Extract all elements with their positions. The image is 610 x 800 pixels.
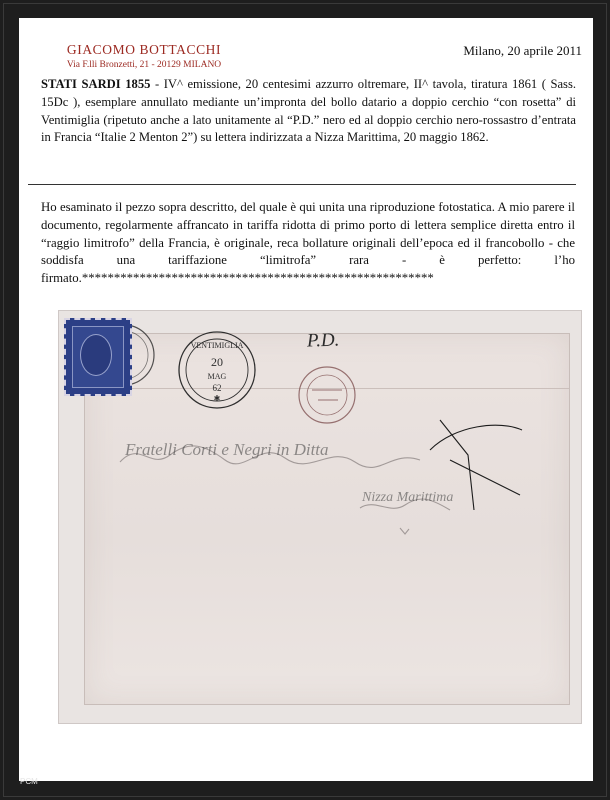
description-lead: STATI SARDI 1855 [41, 77, 151, 91]
section-divider [28, 184, 576, 185]
certificate-date: Milano, 20 aprile 2011 [463, 43, 582, 58]
postmark-year: 62 [212, 383, 222, 393]
postmark-day: 20 [211, 355, 223, 369]
expert-opinion: Ho esaminato il pezzo sopra descritto, del quale è qui unita una riproduzione fotostatica. A mio parere il documento, regolarmente affrancato in tariffa ridotta di primo porto di lettera semplice diretta entro il “raggio limitrofo” della Francia, è originale, reca bollature originali dell’epoca ed il francobollo - che soddisfa una tariffazione “limitrofa” rara - è perfetto: l’ho firmato.******************************************************* [41, 200, 575, 286]
letterhead-address: Via F.lli Bronzetti, 21 - 20129 MILANO [66, 60, 222, 70]
pd-handstamp: P.D. [306, 329, 340, 352]
sardinia-stamp [64, 318, 132, 396]
stamp-cameo [80, 334, 112, 376]
item-description [41, 76, 576, 147]
address-line-2: Nizza Marittima [362, 490, 454, 505]
rosette-mark: ✱ [213, 394, 221, 403]
letterhead-firm-name: GIACOMO BOTTACCHI [66, 42, 222, 57]
postmark-town: VENTIMIGLIA [190, 341, 244, 350]
cover-photo [58, 310, 582, 724]
letter-cover [84, 333, 570, 705]
postmark-month: MAG [207, 372, 227, 381]
address-line-1: Fratelli Corti e Negri in Ditta [125, 440, 329, 459]
description-text: - IV^ emissione, 20 centesimi azzurro oltremare, II^ tavola, tiratura 1861 ( Sass. 15Dc ), esemplare annullato mediante un’impronta del bollo datario a doppio cerchio “con rosetta” di Ventimiglia (ripetuto anche a lato unitamente al “P.D.” nero ed al doppio cerchio nero-rossastro d’entrata in Francia “Italie 2 Menton 2”) su lettera indirizzata a Nizza Marittima, 20 maggio 1862. [41, 77, 577, 145]
cover-fold-line [85, 388, 569, 389]
corner-mark: PCM [20, 777, 38, 786]
